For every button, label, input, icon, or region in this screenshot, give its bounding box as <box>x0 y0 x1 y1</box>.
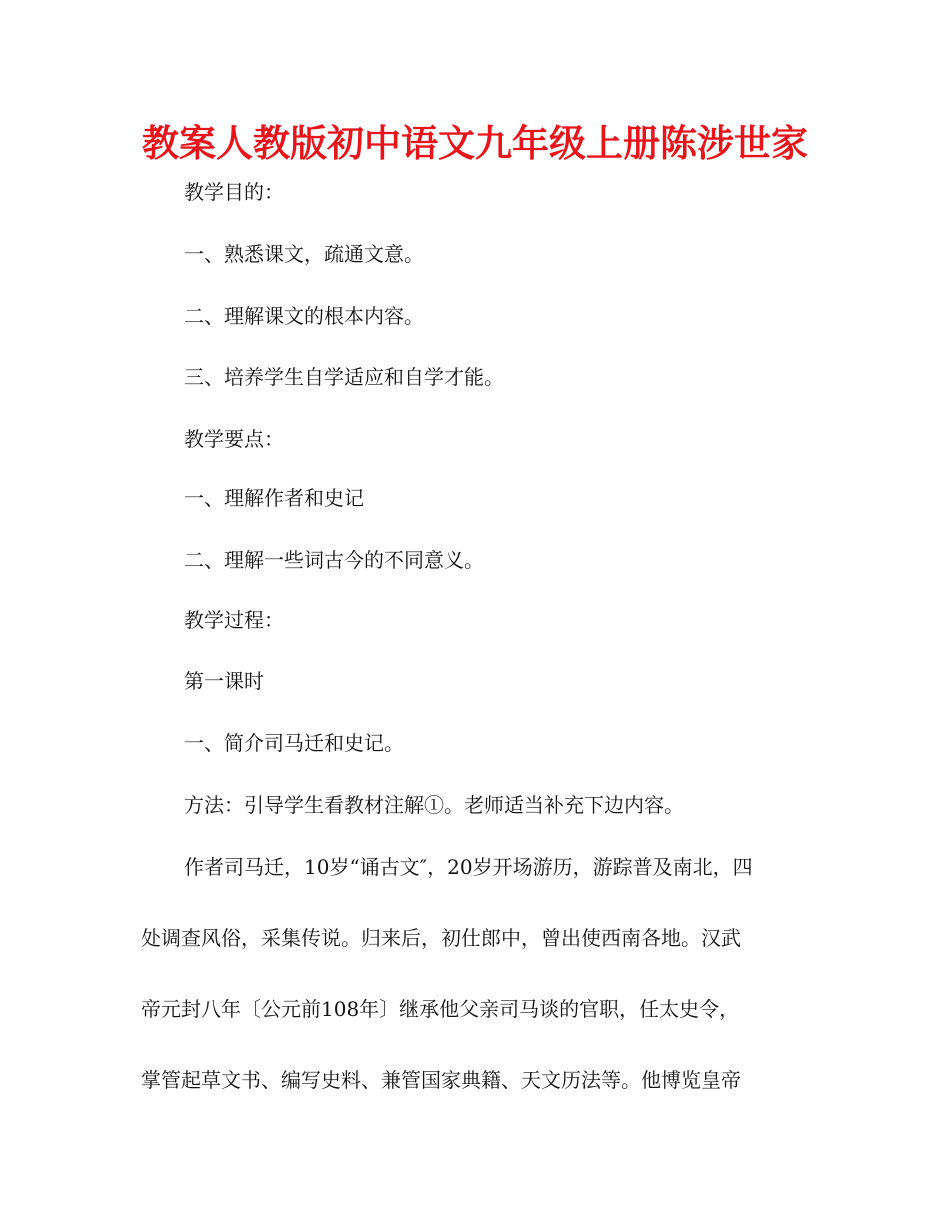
section-heading-key-points: 教学要点： <box>184 427 284 451</box>
author-paragraph-line-3: 帝元封八年〔公元前108年〕继承他父亲司马谈的官职，任太史令， <box>141 997 740 1021</box>
objective-item-2: 二、理解课文的根本内容。 <box>184 304 424 328</box>
key-point-item-1: 一、理解作者和史记 <box>184 486 364 510</box>
author-paragraph-line-4: 掌管起草文书、编写史料、兼管国家典籍、天文历法等。他博览皇帝 <box>141 1068 741 1092</box>
document-title: 教案人教版初中语文九年级上册陈涉世家 <box>142 122 808 165</box>
process-item-1: 一、简介司马迁和史记。 <box>184 731 404 755</box>
method-paragraph: 方法：引导学生看教材注解①。老师适当补充下边内容。 <box>184 793 684 817</box>
objective-item-3: 三、培养学生自学适应和自学才能。 <box>184 365 504 389</box>
objective-item-1: 一、熟悉课文，疏通文意。 <box>184 242 424 266</box>
section-heading-process: 教学过程： <box>184 608 284 632</box>
lesson-heading-first: 第一课时 <box>184 669 264 693</box>
section-heading-objectives: 教学目的： <box>184 180 284 204</box>
key-point-item-2: 二、理解一些词古今的不同意义。 <box>184 548 484 572</box>
author-paragraph-line-2: 处调查风俗，采集传说。归来后，初仕郎中，曾出使西南各地。汉武 <box>141 926 741 950</box>
author-paragraph-line-1: 作者司马迁，10岁“诵古文″，20岁开场游历，游踪普及南北，四 <box>184 855 753 879</box>
